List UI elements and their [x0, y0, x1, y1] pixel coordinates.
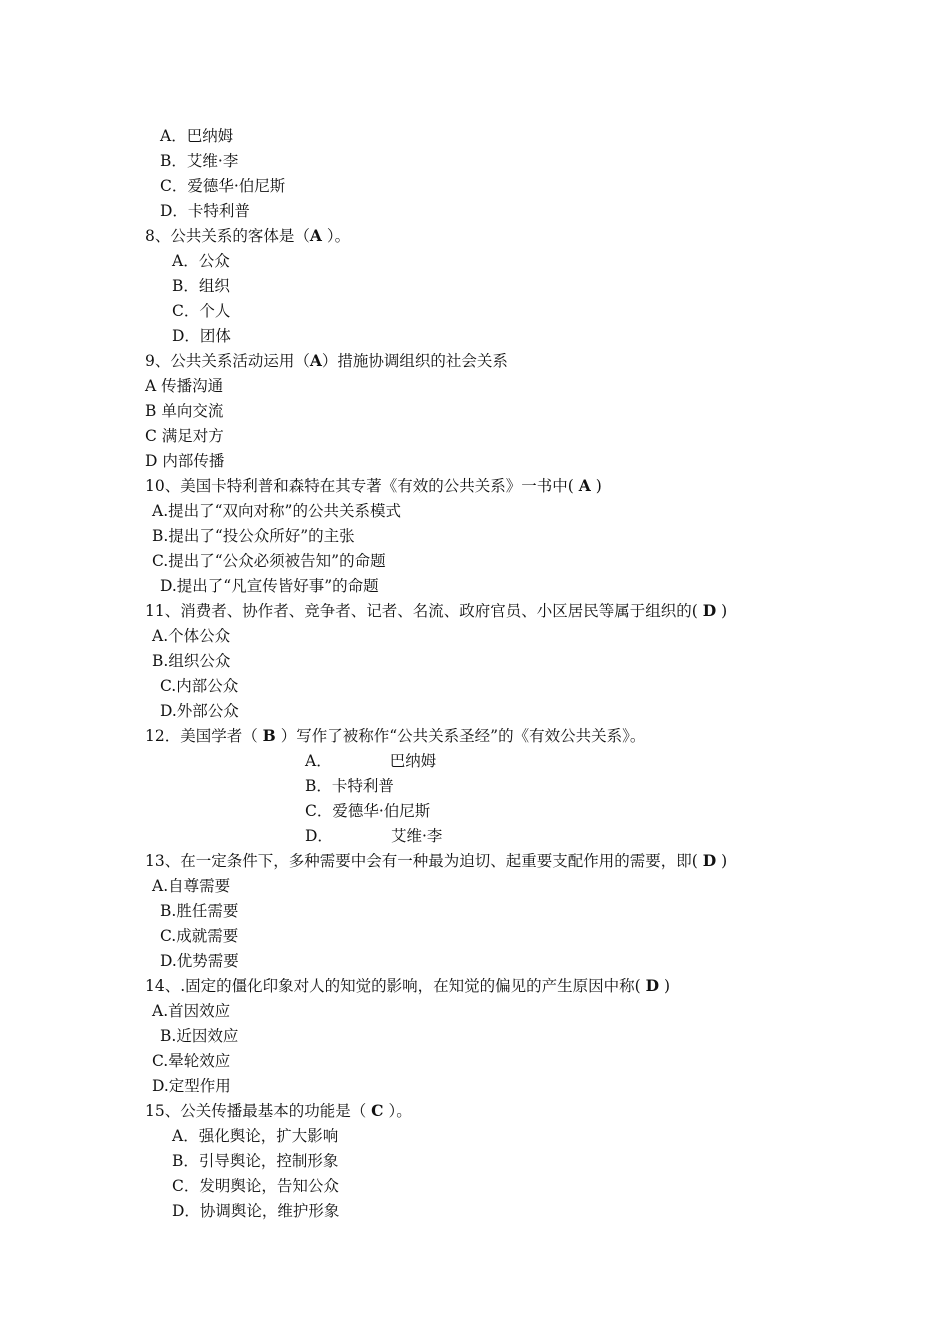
q10-stem — [145, 476, 602, 496]
q12-stem-pre: 12．美国学者（ — [145, 727, 258, 745]
q12-option-a — [305, 751, 436, 771]
q10-stem-post: ) — [595, 477, 602, 495]
q11-option-c: C.内部公众 — [160, 677, 239, 695]
q14-answer: D — [645, 976, 660, 995]
q11-option-a: A.个体公众 — [152, 627, 231, 645]
q14-option-c: C.晕轮效应 — [152, 1052, 231, 1070]
q13-option-d: D.优势需要 — [160, 952, 239, 970]
q8-stem — [145, 226, 350, 246]
q13-stem-post: ) — [721, 852, 728, 870]
q12-option-c-text: 爱德华·伯尼斯 — [332, 802, 431, 820]
q15-stem — [145, 1101, 412, 1121]
q14-stem-post: ) — [664, 977, 671, 995]
q10-option-c: C.提出了“公众必须被告知”的命题 — [152, 552, 386, 570]
q8-option-b: B．组织 — [172, 277, 230, 295]
q10-stem-pre: 10、美国卡特利普和森特在其专著《有效的公共关系》一书中( — [145, 477, 574, 495]
q15-stem-post: ）。 — [388, 1102, 412, 1120]
q15-option-d: D．协调舆论，维护形象 — [172, 1202, 340, 1220]
q12-option-d-letter: D． — [305, 827, 333, 845]
q15-answer: C — [371, 1101, 384, 1120]
q15-option-a: A．强化舆论，扩大影响 — [172, 1127, 339, 1145]
q7-option-d: D．卡特利普 — [160, 202, 250, 220]
q8-option-c: C．个人 — [172, 302, 231, 320]
q12-option-d-text: 艾维·李 — [390, 827, 443, 845]
q12-option-b-letter: B． — [305, 777, 332, 795]
q8-answer: A — [309, 226, 322, 245]
q14-option-d: D.定型作用 — [152, 1077, 231, 1095]
q8-option-d: D．团体 — [172, 327, 231, 345]
q9-answer: A — [309, 351, 322, 370]
q11-answer: D — [702, 601, 717, 620]
q12-option-a-letter: A． — [305, 752, 332, 770]
q13-stem-pre: 13、在一定条件下，多种需要中会有一种最为迫切、起重要支配作用的需要，即( — [145, 852, 698, 870]
q12-option-a-text: 巴纳姆 — [389, 752, 437, 770]
q10-option-d: D.提出了“凡宣传皆好事”的命题 — [160, 577, 379, 595]
q14-stem-pre: 14、.固定的僵化印象对人的知觉的影响，在知觉的偏见的产生原因中称( — [145, 977, 641, 995]
q15-stem-pre: 15、公关传播最基本的功能是（ — [145, 1102, 367, 1120]
q11-stem-post: ) — [721, 602, 728, 620]
q9-stem — [145, 351, 508, 371]
q12-option-c — [305, 801, 430, 821]
q9-option-b: B 单向交流 — [145, 402, 224, 420]
q12-option-c-letter: C． — [305, 802, 333, 820]
q9-stem-pre: 9、公共关系活动运用（ — [145, 352, 310, 370]
q10-option-a: A.提出了“双向对称”的公共关系模式 — [152, 502, 401, 520]
q13-stem — [145, 851, 727, 871]
q10-option-b: B.提出了“投公众所好”的主张 — [152, 527, 355, 545]
q13-answer: D — [702, 851, 717, 870]
q9-option-d: D 内部传播 — [145, 452, 225, 470]
q11-option-d: D.外部公众 — [160, 702, 239, 720]
q9-stem-post: ）措施协调组织的社会关系 — [321, 352, 508, 370]
q8-stem-post: ）。 — [326, 227, 351, 245]
q7-option-a: A．巴纳姆 — [160, 127, 234, 145]
q15-option-b: B．引导舆论，控制形象 — [172, 1152, 339, 1170]
q8-option-a: A．公众 — [172, 252, 230, 270]
q14-option-a: A.首因效应 — [152, 1002, 231, 1020]
q12-option-d — [305, 826, 442, 846]
q11-stem-pre: 11、消费者、协作者、竞争者、记者、名流、政府官员、小区居民等属于组织的( — [145, 602, 698, 620]
q11-stem — [145, 601, 727, 621]
q12-option-b-text: 卡特利普 — [331, 777, 394, 795]
q9-option-c: C 满足对方 — [145, 427, 224, 445]
q14-option-b: B.近因效应 — [160, 1027, 239, 1045]
q14-stem — [145, 976, 670, 996]
q12-stem-post: ）写作了被称作“公共关系圣经”的《有效公共关系》。 — [280, 727, 646, 745]
q13-option-b: B.胜任需要 — [160, 902, 239, 920]
q12-answer: B — [262, 726, 276, 745]
q13-option-a: A.自尊需要 — [152, 877, 231, 895]
q8-stem-pre: 8、公共关系的客体是（ — [145, 227, 310, 245]
q12-stem — [145, 726, 645, 746]
q7-option-c: C．爱德华·伯尼斯 — [160, 177, 286, 195]
q9-option-a: A 传播沟通 — [145, 377, 224, 395]
q15-option-c: C．发明舆论，告知公众 — [172, 1177, 339, 1195]
q12-option-b — [305, 776, 394, 796]
q10-answer: A — [578, 476, 591, 495]
q13-option-c: C.成就需要 — [160, 927, 239, 945]
q7-option-b: B．艾维·李 — [160, 152, 239, 170]
q11-option-b: B.组织公众 — [152, 652, 231, 670]
